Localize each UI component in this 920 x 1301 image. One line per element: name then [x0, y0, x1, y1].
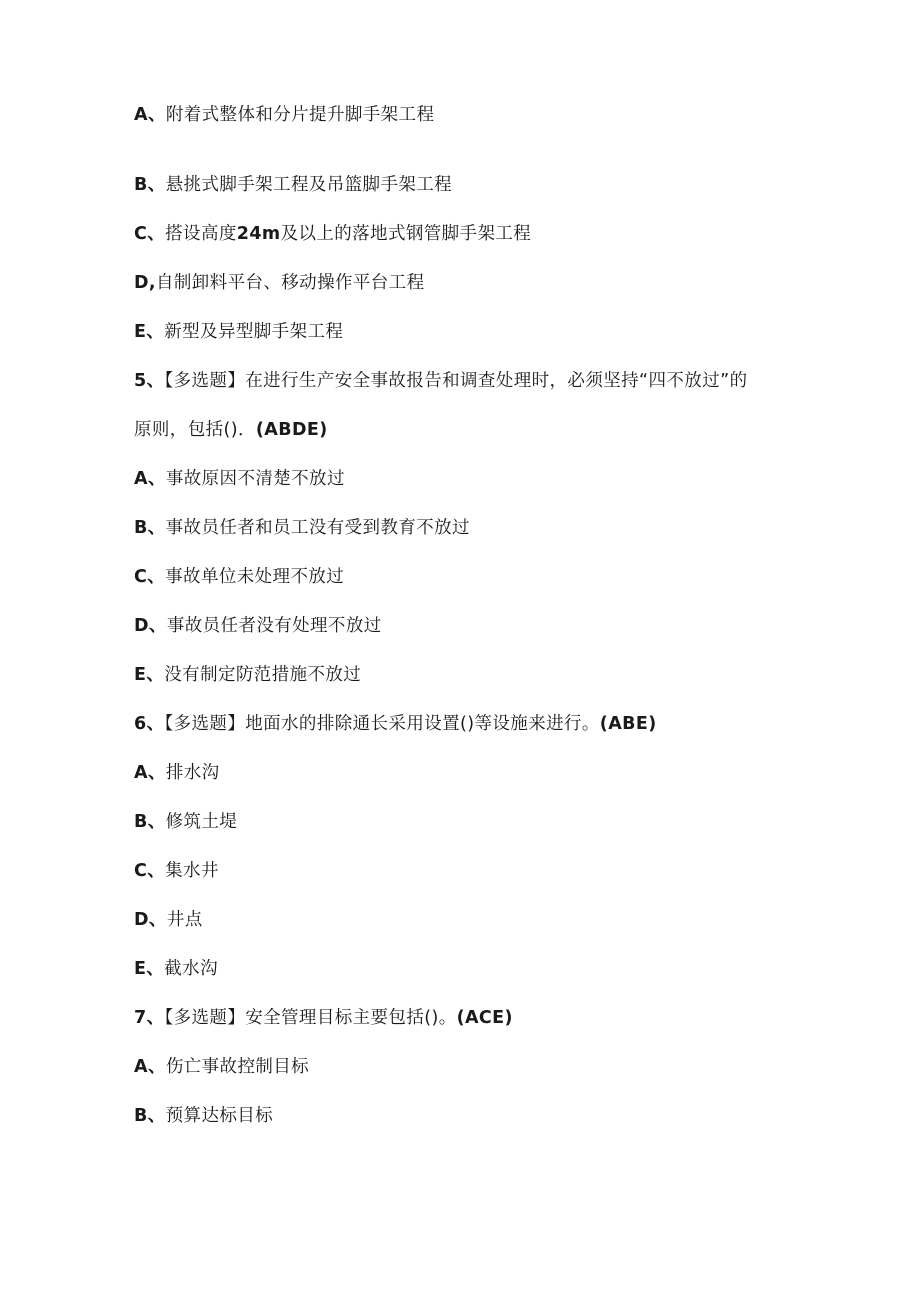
question-type: 【多选题】: [164, 371, 246, 391]
option-label: E、: [134, 322, 165, 342]
option-text: 事故原因不清楚不放过: [165, 469, 345, 489]
option-label: A、: [134, 763, 166, 783]
question-stem: 在进行生产安全事故报告和调查处理时，必须坚持“四不放过”的: [245, 371, 748, 391]
option-label: D、: [134, 910, 167, 930]
option-label: B、: [134, 175, 166, 195]
q6-option-e: [134, 957, 218, 981]
option-text: 伤亡事故控制目标: [165, 1057, 310, 1077]
option-label: A、: [134, 105, 166, 125]
option-text: 没有制定防范措施不放过: [164, 665, 362, 685]
option-text: 预算达标目标: [165, 1106, 274, 1126]
q4-option-b: [134, 173, 452, 197]
question-number: 6、: [134, 714, 165, 734]
option-label: C、: [134, 567, 166, 587]
q7-option-b: [134, 1104, 273, 1128]
q6-option-c: [134, 859, 219, 883]
option-label: B、: [134, 1106, 166, 1126]
option-label: C、: [134, 861, 166, 881]
option-label: B、: [134, 812, 166, 832]
option-label: D,: [134, 273, 156, 293]
option-label: B、: [134, 518, 166, 538]
question-answer: (ABDE): [255, 420, 328, 440]
option-text: 排水沟: [165, 763, 220, 783]
option-label: D、: [134, 616, 167, 636]
q7-stem: [134, 1006, 513, 1030]
option-text-bold: 24m: [236, 224, 281, 244]
option-label: E、: [134, 959, 165, 979]
q6-option-d: [134, 908, 203, 932]
option-label: A、: [134, 1057, 166, 1077]
q4-option-c: [134, 222, 531, 246]
question-number: 5、: [134, 371, 165, 391]
option-text-after: 及以上的落地式钢管脚手架工程: [280, 224, 532, 244]
q6-option-b: [134, 810, 237, 834]
q6-option-a: [134, 761, 220, 785]
option-label: A、: [134, 469, 166, 489]
q5-stem-line1: [134, 369, 747, 393]
option-text: 新型及异型脚手架工程: [164, 322, 344, 342]
question-type: 【多选题】: [164, 1008, 246, 1028]
q7-option-a: [134, 1055, 309, 1079]
option-text: 事故单位未处理不放过: [165, 567, 345, 587]
q5-option-b: [134, 516, 470, 540]
question-type: 【多选题】: [164, 714, 246, 734]
question-answer: (ACE): [456, 1008, 513, 1028]
option-text: 修筑土堤: [165, 812, 238, 832]
q5-option-c: [134, 565, 344, 589]
option-label: E、: [134, 665, 165, 685]
option-text: 附着式整体和分片提升脚手架工程: [165, 105, 435, 125]
question-answer: (ABE): [599, 714, 657, 734]
option-text-before: 搭设高度: [165, 224, 237, 244]
option-text: 集水井: [165, 861, 219, 881]
q5-option-a: [134, 467, 345, 491]
option-text: 自制卸料平台、移动操作平台工程: [155, 273, 425, 293]
q4-option-d: [134, 271, 424, 295]
q5-option-d: [134, 614, 382, 638]
q5-option-e: [134, 663, 361, 687]
option-text: 悬挑式脚手架工程及吊篮脚手架工程: [165, 175, 453, 195]
question-stem: 安全管理目标主要包括()。: [245, 1008, 457, 1028]
option-label: C、: [134, 224, 166, 244]
question-number: 7、: [134, 1008, 165, 1028]
question-stem: 地面水的排除通长采用设置()等设施来进行。: [245, 714, 600, 734]
option-text: 截水沟: [164, 959, 218, 979]
question-stem-continued: 原则，包括()．: [134, 420, 256, 440]
option-text: 事故员任者没有处理不放过: [166, 616, 382, 636]
q5-stem-line2: [134, 418, 328, 442]
q6-stem: [134, 712, 657, 736]
q4-option-a: [134, 103, 434, 127]
option-text: 事故员任者和员工没有受到教育不放过: [165, 518, 470, 538]
option-text: 井点: [166, 910, 203, 930]
q4-option-e: [134, 320, 343, 344]
